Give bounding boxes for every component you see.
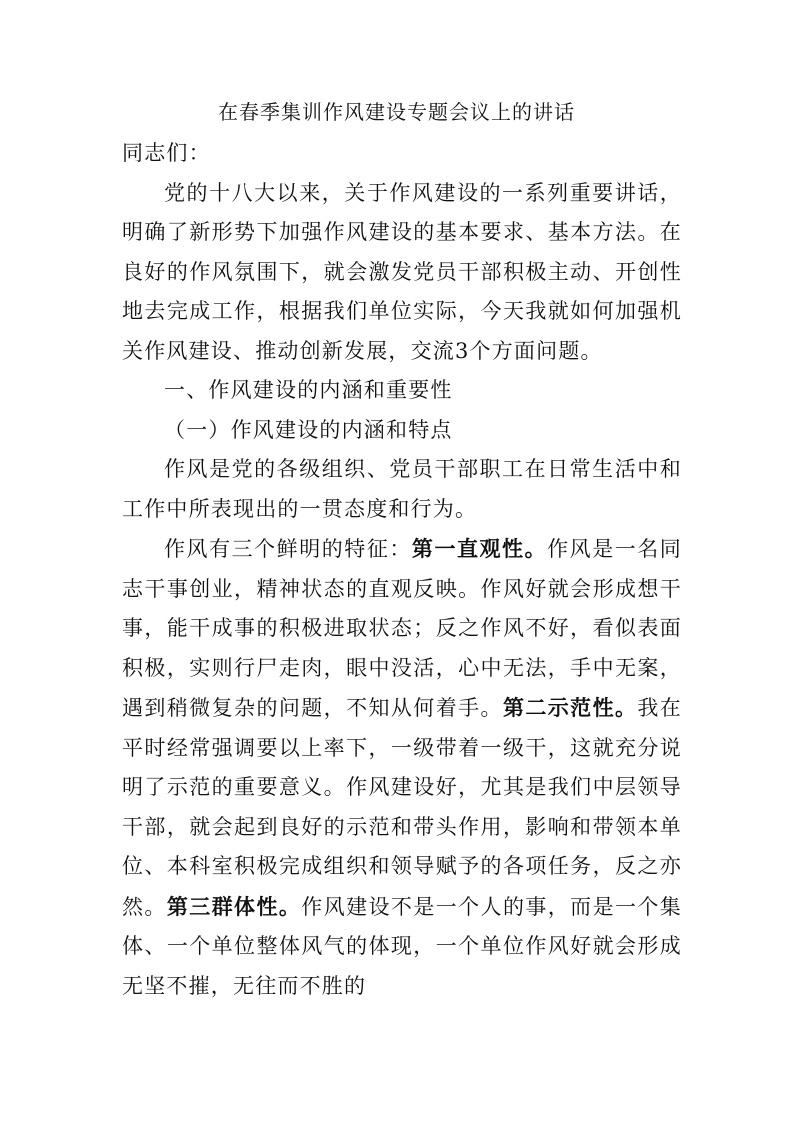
salutation: 同志们： xyxy=(122,141,211,165)
section-heading-1: 一、作风建设的内涵和重要性 xyxy=(164,378,453,402)
document-body xyxy=(122,134,682,1006)
trait-3-heading: 第三群体性。 xyxy=(166,893,302,919)
subsection-heading-1: （一）作风建设的内涵和特点 xyxy=(164,417,453,442)
characteristics-lead: 作风有三个鲜明的特征： xyxy=(164,537,412,561)
trait-1-text: 作风是一名同志干事创业，精神状态的直观反映。作风好就会形成想干事，能干成事的积极进取状态；反之作风不好，看似表面积极，实则行尸走肉，眼中没活，心中无法，手中无案，遇到稍微复杂的问题，不知从何着手。 xyxy=(122,537,683,720)
document-title: 在春季集训作风建设专题会议上的讲话 xyxy=(218,100,575,124)
paragraph-intro: 党的十八大以来，关于作风建设的一系列重要讲话，明确了新形势下加强作风建设的基本要求、基本方法。在良好的作风氛围下，就会激发党员干部积极主动、开创性地去完成工作，根据我们单位实际，今天我就如何加强机关作风建设、推动创新发展，交流3个方面问题。 xyxy=(122,180,682,363)
paragraph-characteristics xyxy=(122,529,682,1006)
paragraph-definition: 作风是党的各级组织、党员干部职工在日常生活中和工作中所表现出的一贯态度和行为。 xyxy=(122,457,682,521)
trait-1-heading: 第一直观性。 xyxy=(411,536,548,561)
trait-2-heading: 第二示范性。 xyxy=(502,695,638,720)
trait-3-text: 作风建设不是一个人的事，而是一个集体、一个单位整体风气的体现，一个单位作风好就会形成无坚不摧，无往而不胜的 xyxy=(122,894,683,998)
trait-2-text: 我在平时经常强调要以上率下，一级带着一级干，这就充分说明了示范的重要意义。作风建设好，尤其是我们中层领导干部，就会起到良好的示范和带头作用，影响和带领本单位、本科室积极完成组织和领导赋予的各项任务，反之亦然。 xyxy=(122,696,682,919)
